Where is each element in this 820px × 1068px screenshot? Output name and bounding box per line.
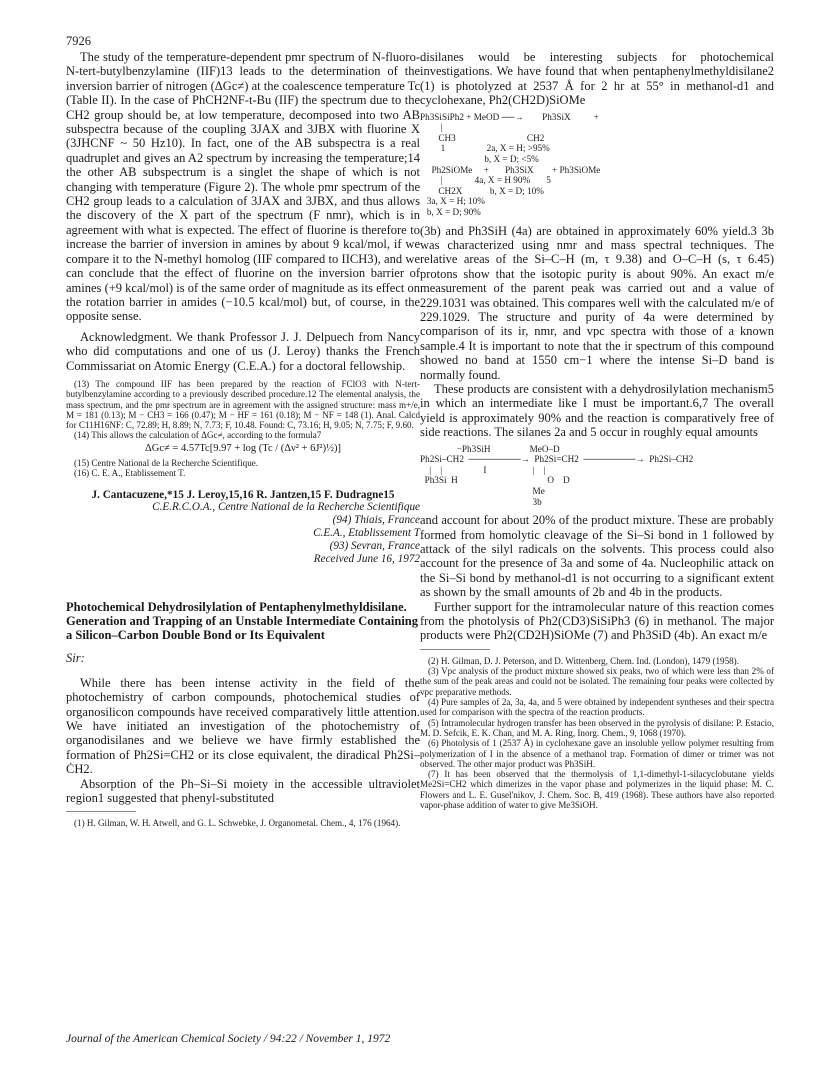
reaction-scheme-1: Ph3SiSiPh2 + MeOD ──→ Ph3SiX + | CH3 CH2 1 2a, X = H; >95% b, X = D; <5% Ph2SiOMe + Ph3SiX + Ph3SiOMe | 4a, X = H 90% 5 CH2X b, X = D; 10% 3a, X = H; 10% b, X = D; 90% [420, 111, 601, 217]
intro-paragraph: The study of the temperature-dependent pmr spectrum of N-fluoro-N-tert-butylbenzylamine (IIF)13 leads to the determination of the inversion barrier of nitrogen (ΔGc≠) at the coalescence temperature Tc (Table II). In the case of PhCH2NF-t-Bu (IIF) the spectrum due to the CH2 group should be, at low temperature, decomposed into two AB subspectra because of the coupling 3JAX and 3JBX with fluorine X (3JHCNF ~ 50 Hz10). In fact, one of the AB subspectra is a real quadruplet and gives an A2 spectrum by increasing the temperature;14 the other AB subspectrum is a singlet the shape of which is not changing with temperature (Figure 2). The whole pmr spectrum of the CH2 group leads to a calculation of 3JAX and 3JBX, and thus allows the discovery of the X part of the spectrum (F nmr), which is in agreement with what is expected. The effect of fluorine is therefore to increase the barrier of inversion in amines by about 9 kcal/mol, if we compare it to the N-methyl homolog (IIF compared to IICH3), and we can conclude that the effect of fluorine on the inversion barrier of amines (+9 kcal/mol) is of the same order of magnitude as its effect on the rotation barrier in amides (−10.5 kcal/mol) but, of course, in the opposite sense. [66, 50, 420, 324]
footnote-rule [66, 811, 136, 812]
footnote-2: (2) H. Gilman, D. J. Peterson, and D. Wittenberg, Chem. Ind. (London), 1479 (1958). [428, 655, 739, 666]
footnotes-block-3 [420, 656, 774, 810]
affiliation-2: (94) Thiais, France [332, 513, 420, 526]
left-column [66, 50, 420, 829]
affiliation-1: C.E.R.C.O.A., Centre National de la Recherche Scientifique [152, 500, 420, 513]
affiliation-3: C.E.A., Etablissement T [313, 526, 420, 539]
footnote-5: (5) Intramolecular hydrogen transfer has been observed in the pyrolysis of disilane: P. Estacio, M. D. Sefcik, E. K. Chan, and M. A. Ring, Inorg. Chem., 9, 1068 (1970). [420, 717, 774, 738]
reaction-scheme-2: −Ph3SiH MeO–D Ph2Si–CH2 ────────→ Ph2Si=CH2 ────────→ Ph2Si–CH2 | | I | | Ph3Si H O D Me 3b [420, 443, 694, 507]
right-paragraph-1: disilanes would be interesting subjects for photochemical investigations. We have found that when pentaphenylmethyldisilane2 (1) is photolyzed at 2537 Å for 2 hr at 55° in methanol-d1 and cyclohexane, Ph2(CH2D)SiOMe [420, 50, 774, 108]
right-paragraph-4: and account for about 20% of the product mixture. These are probably formed from homolytic cleavage of the Si–Si bond in 1 followed by attack of the silyl radicals on the solvents. This process could also account for the presence of 3a and some of 4a. Nucleophilic attack on the Si–Si bond by methanol-d1 is not occurring to a significant extent as shown by the small amounts of 2b and 4b in the products. [420, 513, 774, 600]
footnote-13: (13) The compound IIF has been prepared by the reaction of FClO3 with N-tert-butylbenzylamine according to a previously described procedure.12 The elemental analysis, the mass spectrum, and the pmr spectrum are in agreement with the assigned structure: mass m+/e, M = 181 (0.13); M − CH3 = 166 (0.47); M − HF = 161 (0.18); M − NF = 148 (1). Anal. Calcd for C11H16NF: C, 72.89; H, 8.89; N, 7.73; F, 10.48. Found: C, 73.16; H, 9.05; N, 7.75; F, 9.60. [66, 378, 420, 431]
footnote-14: (14) This allows the calculation of ΔGc≠, according to the formula7 [74, 430, 322, 441]
right-paragraph-5: Further support for the intramolecular nature of this reaction comes from the photolysis of Ph2(CD3)SiSiPh3 (6) in methanol. The major products were Ph2(CD2H)SiOMe (7) and Ph3SiD (4b). An exact m/e [420, 599, 774, 643]
affiliation-4: (93) Sevran, France [329, 539, 420, 552]
salutation: Sir: [66, 650, 85, 665]
footnote-rule-right [420, 649, 490, 650]
received-date: Received June 16, 1972 [313, 552, 420, 565]
footnote-6: (6) Photolysis of 1 (2537 Å) in cyclohexane gave an insoluble yellow polymer resulting from polymerization of I in the absence of a methanol trap. Formation of dimer or trimer was not observed. The other major product was Ph3SiH. [420, 738, 774, 769]
article-title: Photochemical Dehydrosilylation of Pentaphenylmethyldisilane. Generation and Trapping of an Unstable Intermediate Containing a Silicon–Carbon Double Bond or Its Equivalent [66, 599, 419, 643]
page-number: 7926 [66, 34, 91, 48]
footnote-15: (15) Centre National de la Recherche Scientifique. [74, 458, 259, 469]
authors: J. Cantacuzene,*15 J. Leroy,15,16 R. Jantzen,15 F. Dudragne15 [91, 488, 395, 501]
footnote-7: (7) It has been observed that the thermolysis of 1,1-dimethyl-1-silacyclobutane yields Me2Si=CH2 which dimerizes in the vapor phase and polymerizes in the liquid phase: M. C. Flowers and L. E. Gusel'nikov, J. Chem. Soc. B, 419 (1968). These authors have also reported vapor-phase addition of water to give Me3SiOH. [420, 769, 774, 811]
footnotes-block-2 [66, 818, 420, 828]
right-paragraph-3: These products are consistent with a dehydrosilylation mechanism5 in which an intermediate like I must be important.6,7 The overall yield is approximately 90% and the reaction is comparatively free of side reactions. The silanes 2a and 5 occur in roughly equal amounts [420, 382, 774, 440]
formula: ΔGc≠ = 4.57Tc[9.97 + log (Tc / (Δν² + 6J²)½)] [145, 442, 341, 454]
article-paragraph-1: While there has been intense activity in the field of the photochemistry of carbon compounds, photochemical studies of organosilicon compounds have received comparatively little attention. We have initiated an investigation of the photochemistry of organodisilanes and we believe we have firmly established the formation of Ph2Si=CH2 or its close equivalent, the diradical Ph2Si–ĊH2. [66, 675, 420, 777]
footnote-3: (3) Vpc analysis of the product mixture showed six peaks, two of which were less than 2% of the sum of the peak areas and could not be isolated. The remaining four peaks were collected by vpc preparative methods. [420, 666, 774, 697]
journal-footer: Journal of the American Chemical Society / 94:22 / November 1, 1972 [66, 1033, 391, 1045]
right-column [420, 50, 774, 810]
article-paragraph-2: Absorption of the Ph–Si–Si moiety in the accessible ultraviolet region1 suggested that phenyl-substituted [66, 776, 420, 806]
footnote-16: (16) C. E. A., Etablissement T. [74, 468, 186, 479]
footnote-4: (4) Pure samples of 2a, 3a, 4a, and 5 were obtained by independent syntheses and their spectra used for comparison with the spectra of the reaction products. [420, 697, 774, 718]
acknowledgment: Acknowledgment. We thank Professor J. J. Delpuech from Nancy who did computations and one of us (J. Leroy) thanks the French Commissariat on Atomic Energy (C.E.A.) for a doctoral fellowship. [66, 329, 420, 373]
right-paragraph-2: (3b) and Ph3SiH (4a) are obtained in approximately 60% yield.3 3b was characterized using nmr and mass spectral techniques. The relative areas of the Si–C–H (m, τ 9.38) and O–C–H (s, τ 6.45) protons show that the isotopic purity is about 90%. An exact m/e measurement of the parent peak was carried out and a value of 229.1031 was obtained. This compares well with the calculated m/e of 229.1029. The structure and purity of 4a were determined by comparison of its ir, nmr, and vpc spectra with those of a known sample.4 It is important to note that the ir spectrum of this compound showed no band at 1550 cm−1 where the intense Si–D band is normally found. [420, 223, 774, 382]
footnotes-block-1 [66, 379, 420, 479]
footnote-1: (1) H. Gilman, W. H. Atwell, and G. L. Schwebke, J. Organometal. Chem., 4, 176 (1964). [74, 818, 401, 829]
